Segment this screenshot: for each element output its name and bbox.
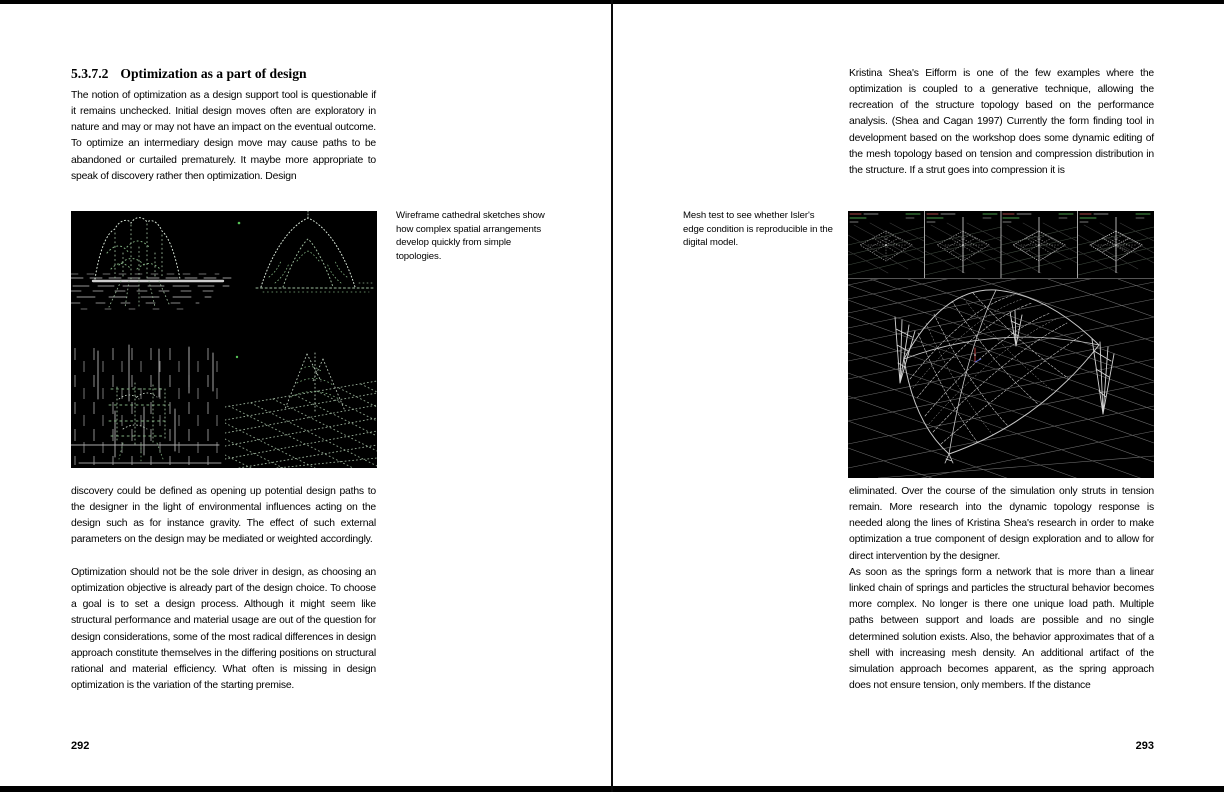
right-paragraph-2: eliminated. Over the course of the simulation only struts in tension remain. More research into the dynamic topology response is needed along the lines of Kristina Shea's research in order to make optimization a true component of design exploration and to allow for direct intervention by the designer. [849,486,1154,562]
mesh-test-figure [848,211,1154,478]
page-number-left: 292 [71,740,90,752]
stray-green-dot [236,356,238,358]
wireframe-cathedral-figure [71,211,377,468]
section-heading [71,66,431,82]
page-divider-line [611,0,613,792]
right-figure-mesh-test [848,211,1154,478]
section-title: Optimization as a part of design [120,66,307,81]
left-paragraph-3: Optimization should not be the sole driver in design, as choosing an optimization objective is already part of the design choice. To choose a goal is to set a design process. Although it might seem like structural performance and material usage are out of the question for design considerations, some of the most radical differences in design approach constitute themselves in the differing positions on structural rational and material efficiency. What often is missing in design optimization is the variation of the starting premise. [71,567,376,692]
left-paragraph-1: The notion of optimization as a design support tool is questionable if it remains unchecked. Initial design moves often are exploratory in nature and may or may not have an impact on the eventual outcome. To optimize an intermediary design move may cause paths to be abandoned or curtailed prematurely. It maybe more appropriate to speak of discovery rather then optimization. Design [71,90,376,182]
sketch-cathedral-elevation-grid [71,345,223,465]
right-figure-caption: Mesh test to see whether Isler's edge condition is reproducible in the digital model. [683,210,833,249]
page-number-right: 293 [1135,740,1154,752]
stray-green-dot [238,222,241,225]
section-number: 5.3.7.2 [71,66,109,81]
left-figure-caption: Wireframe cathedral sketches show how complex spatial arrangements develop quickly from simple topologies. [396,210,545,263]
right-paragraph-3: As soon as the springs form a network that is more than a linear linked chain of springs and particles the structural behavior becomes more complex. No longer is there one unique load path. Multiple paths between support and loads are possible and no single determined solution exists. Also, the behavior approximates that of a shell with increasing mesh density. An additional artifact of the simulation approach becomes apparent, as the spring approach does not ensure tension, only members. If the distance [849,567,1154,692]
right-paragraph-1: Kristina Shea's Eifform is one of the few examples where the optimization is coupled to a generative technique, allowing the recreation of the structure topology based on the performance analysis. (Shea and Cagan 1997) Currently the form finding tool in development based on the workshop does some dynamic editing of the mesh topology based on tension and compression distribution in the structure. If a strut goes into compression it is [849,68,1154,176]
left-paragraph-2: discovery could be defined as opening up potential design paths to the designer in the light of environmental influences acting on the design such as for instance gravity. The effect of such external parameters on the design may be mediated or weighted accordingly. [71,486,376,546]
left-figure-wireframe-cathedrals [71,211,377,468]
